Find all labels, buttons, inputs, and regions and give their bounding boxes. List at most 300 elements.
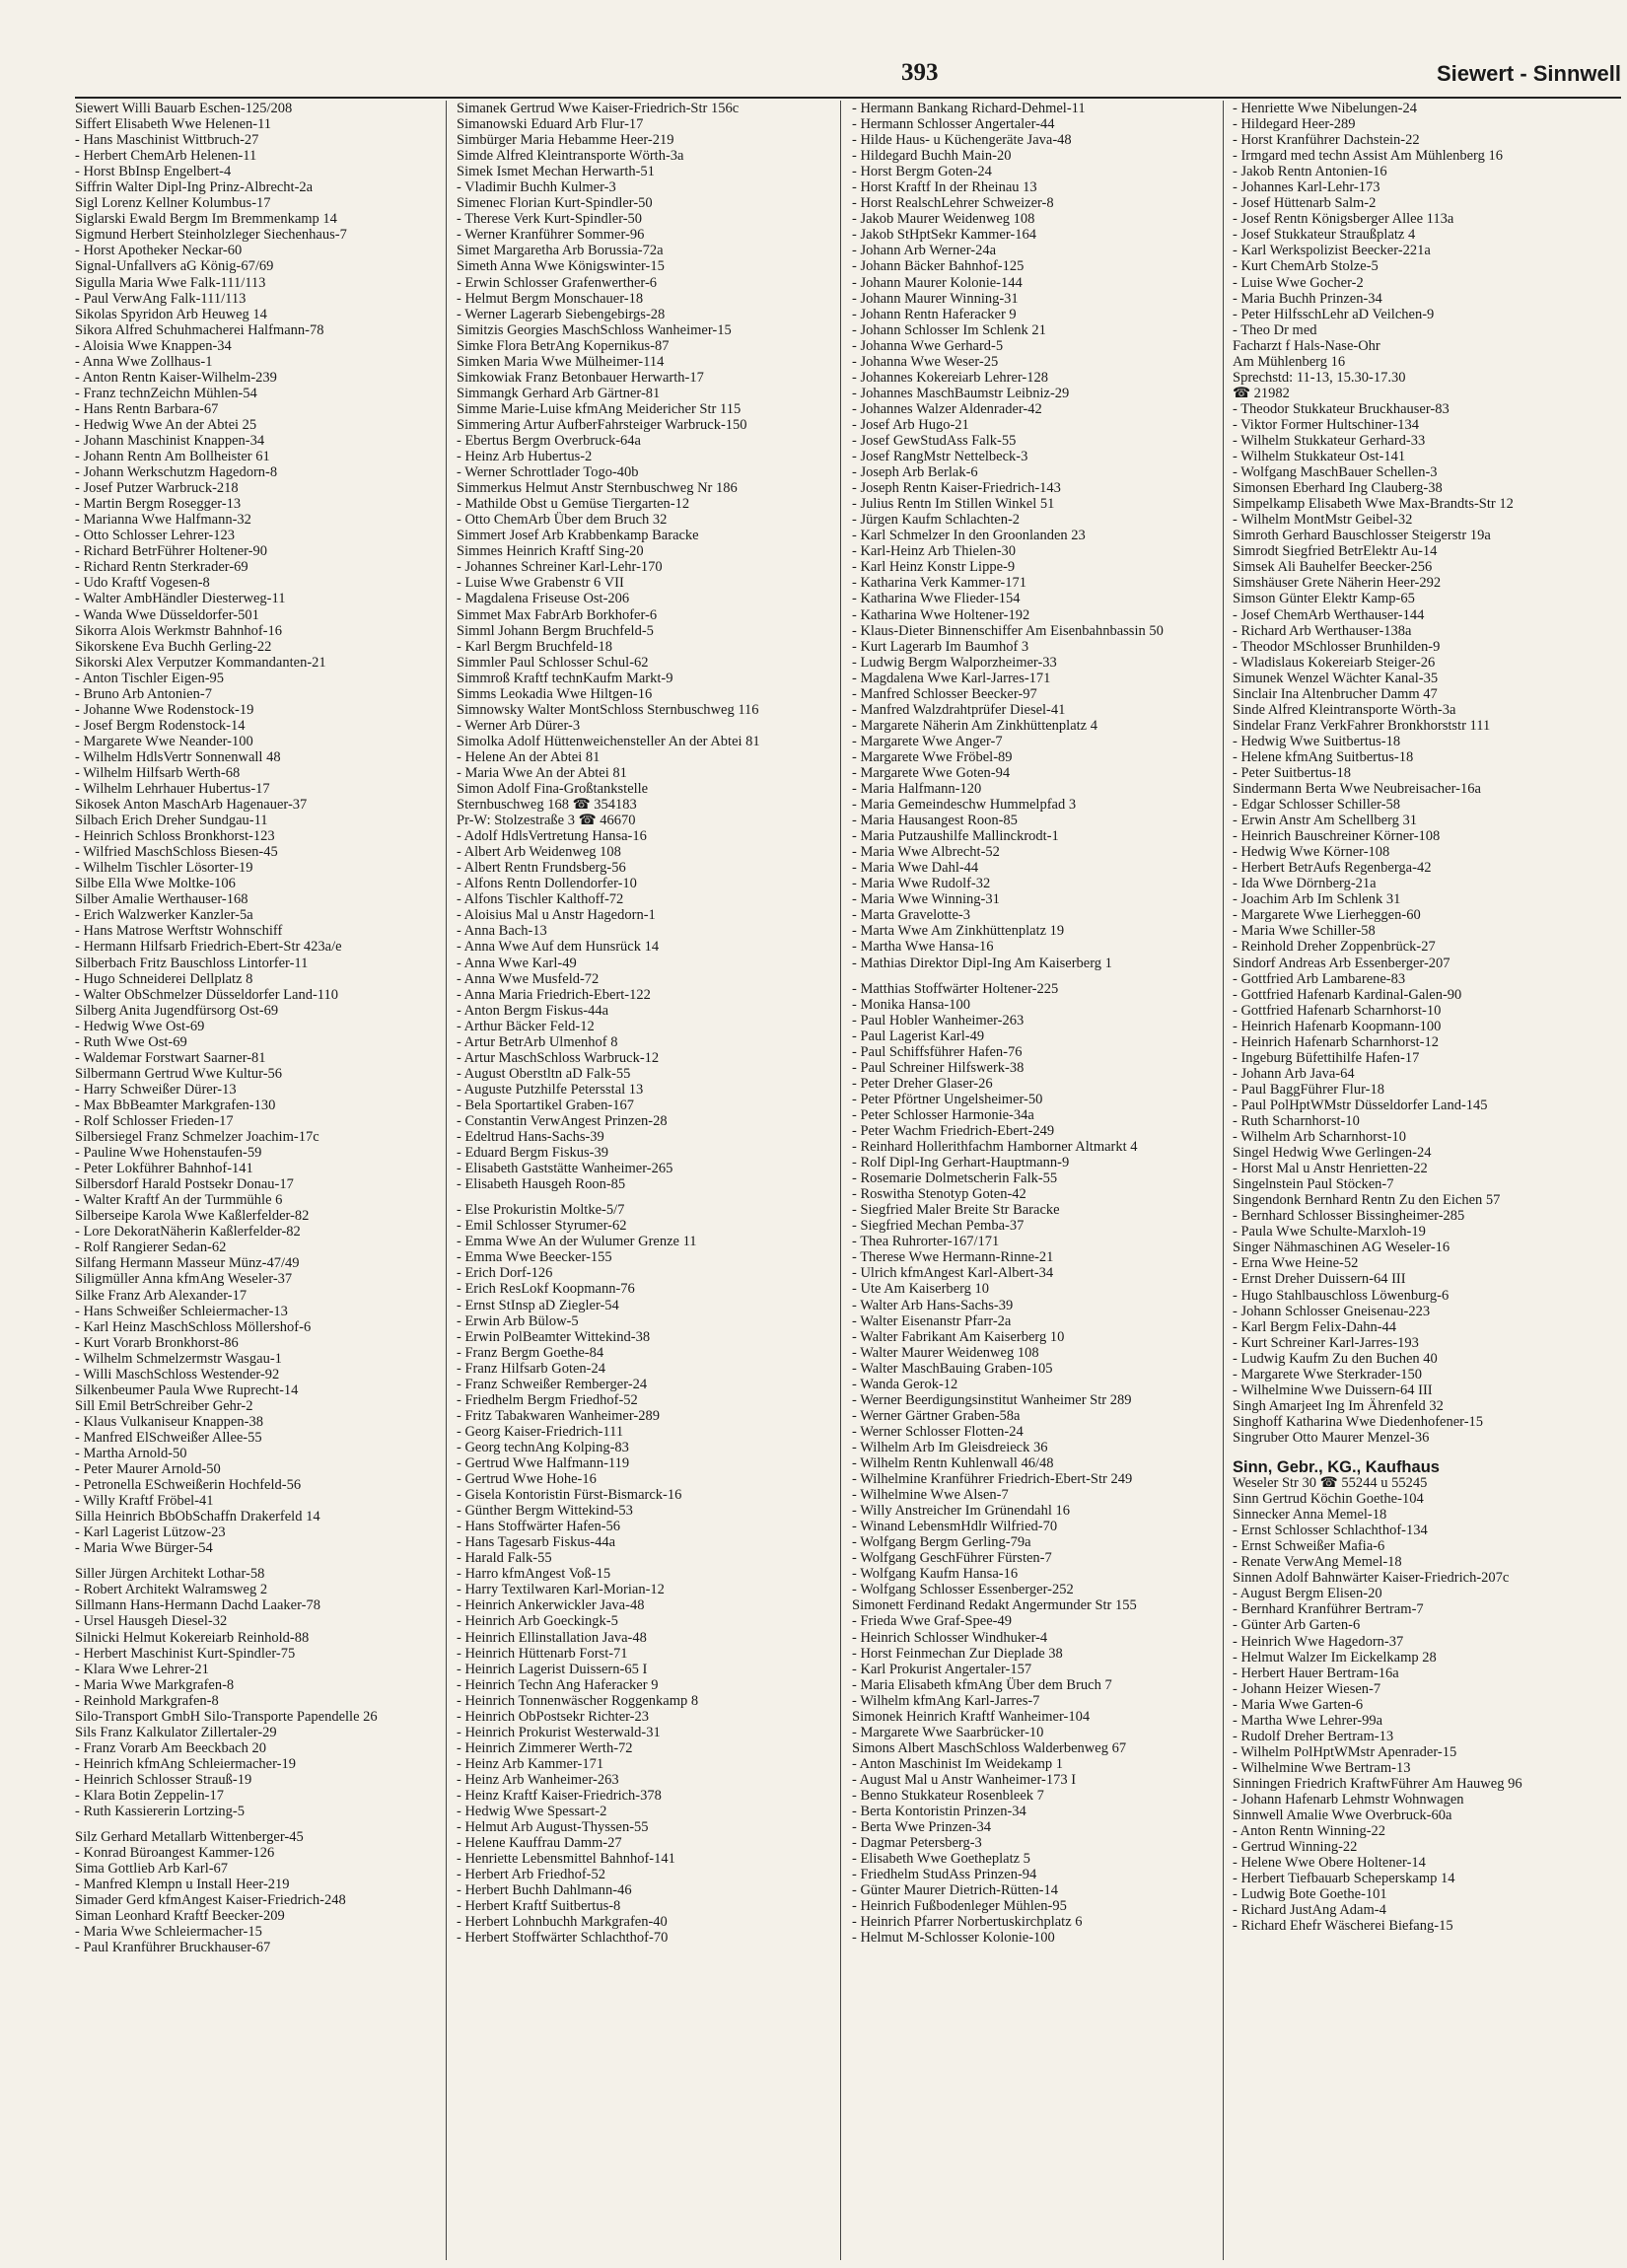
directory-entry: - Anna Wwe Musfeld-72 bbox=[457, 970, 600, 987]
directory-entry: - Ernst Schweißer Mafia-6 bbox=[1233, 1538, 1385, 1555]
directory-entry: - Margarete Wwe Sterkrader-150 bbox=[1233, 1366, 1423, 1382]
directory-entry: - Paul Hobler Wanheimer-263 bbox=[852, 1012, 1025, 1028]
directory-entry: - Heinrich Hüttenarb Forst-71 bbox=[457, 1645, 628, 1662]
directory-entry: - Franz Bergm Goethe-84 bbox=[457, 1344, 604, 1361]
directory-entry: - Ursel Hausgeh Diesel-32 bbox=[75, 1613, 228, 1630]
directory-entry: - Werner Kranführer Sommer-96 bbox=[457, 227, 645, 244]
directory-entry: - Konrad Büroangest Kammer-126 bbox=[75, 1845, 275, 1862]
directory-entry: - Erich ResLokf Koopmann-76 bbox=[457, 1281, 635, 1298]
directory-entry: - Hildegard Buchh Main-20 bbox=[852, 148, 1012, 165]
directory-entry: - Johannes Karl-Lehr-173 bbox=[1233, 179, 1380, 196]
directory-entry: - Wilhelm Lehrhauer Hubertus-17 bbox=[75, 781, 270, 798]
directory-entry: - Edgar Schlosser Schiller-58 bbox=[1233, 797, 1401, 814]
directory-entry: - Wilhelm HdlsVertr Sonnenwall 48 bbox=[75, 748, 281, 765]
directory-entry: - Helene An der Abtei 81 bbox=[457, 748, 601, 765]
directory-entry: Sikosek Anton MaschArb Hagenauer-37 bbox=[75, 797, 308, 814]
directory-entry: - Ulrich kfmAngest Karl-Albert-34 bbox=[852, 1265, 1054, 1282]
directory-entry: - Frieda Wwe Graf-Spee-49 bbox=[852, 1613, 1012, 1630]
directory-entry: - Richard Ehefr Wäscherei Biefang-15 bbox=[1233, 1918, 1453, 1935]
directory-entry: - Helene Kauffrau Damm-27 bbox=[457, 1835, 622, 1852]
directory-entry: - Gertrud Wwe Hohe-16 bbox=[457, 1471, 597, 1488]
directory-entry: - Wilhelmine Kranführer Friedrich-Ebert-Str 249 bbox=[852, 1471, 1133, 1488]
directory-entry: Simml Johann Bergm Bruchfeld-5 bbox=[457, 622, 654, 639]
directory-entry: - Peter Maurer Arnold-50 bbox=[75, 1461, 221, 1478]
directory-entry: Simonsen Eberhard Ing Clauberg-38 bbox=[1233, 480, 1443, 497]
directory-entry: - Maria Wwe Schiller-58 bbox=[1233, 923, 1376, 940]
directory-entry: - Wilhelmine Wwe Bertram-13 bbox=[1233, 1759, 1411, 1776]
directory-entry: - Franz Schweißer Remberger-24 bbox=[457, 1376, 648, 1392]
directory-entry: - Manfred Schlosser Beecker-97 bbox=[852, 685, 1037, 702]
directory-entry: - Heinrich Hafenarb Scharnhorst-12 bbox=[1233, 1033, 1439, 1050]
directory-entry: - Herbert Tiefbauarb Scheperskamp 14 bbox=[1233, 1871, 1455, 1887]
directory-entry: - Peter HilfsschLehr aD Veilchen-9 bbox=[1233, 306, 1435, 322]
directory-entry: - Maria Halfmann-120 bbox=[852, 781, 982, 798]
directory-entry: Simonett Ferdinand Redakt Angermunder Str 155 bbox=[852, 1597, 1137, 1614]
directory-entry: - Klara Wwe Lehrer-21 bbox=[75, 1661, 209, 1677]
directory-entry: Silla Heinrich BbObSchaffn Drakerfeld 14 bbox=[75, 1509, 320, 1525]
directory-entry: - Heinrich Techn Ang Haferacker 9 bbox=[457, 1676, 659, 1693]
directory-entry: Siffert Elisabeth Wwe Helenen-11 bbox=[75, 116, 272, 133]
directory-entry: - Herbert Buchh Dahlmann-46 bbox=[457, 1882, 632, 1899]
directory-entry: - Helmut Arb August-Thyssen-55 bbox=[457, 1819, 649, 1836]
directory-entry: Simmroß Kraftf technKaufm Markt-9 bbox=[457, 670, 673, 686]
directory-entry: - Karl Prokurist Angertaler-157 bbox=[852, 1661, 1032, 1677]
directory-entry: - Reinhold Markgrafen-8 bbox=[75, 1692, 219, 1709]
directory-entry: - Peter Wachm Friedrich-Ebert-249 bbox=[852, 1123, 1055, 1139]
directory-entry: - Johannes Kokereiarb Lehrer-128 bbox=[852, 369, 1048, 386]
directory-entry: - Erwin Schlosser Grafenwerther-6 bbox=[457, 274, 658, 291]
directory-entry: Sinnecker Anna Memel-18 bbox=[1233, 1507, 1387, 1524]
directory-entry: Sima Gottlieb Arb Karl-67 bbox=[75, 1861, 229, 1878]
directory-entry: Sinclair Ina Altenbrucher Damm 47 bbox=[1233, 685, 1438, 702]
directory-entry: - Berta Kontoristin Prinzen-34 bbox=[852, 1804, 1026, 1820]
directory-entry: - Karl Lagerist Lützow-23 bbox=[75, 1524, 226, 1541]
directory-entry: - Katharina Wwe Flieder-154 bbox=[852, 591, 1021, 607]
directory-entry: - Margarete Wwe Fröbel-89 bbox=[852, 748, 1013, 765]
directory-entry: - Gottfried Hafenarb Scharnhorst-10 bbox=[1233, 1002, 1442, 1019]
directory-entry: - Peter Suitbertus-18 bbox=[1233, 764, 1352, 781]
directory-entry: - Maria Gemeindeschw Hummelpfad 3 bbox=[852, 797, 1077, 814]
directory-entry: - Wilhelm kfmAng Karl-Jarres-7 bbox=[852, 1692, 1040, 1709]
directory-entry: - Artur BetrArb Ulmenhof 8 bbox=[457, 1033, 618, 1050]
directory-entry: Sigmund Herbert Steinholzleger Siechenhaus-7 bbox=[75, 227, 347, 244]
directory-entry: - Theodor Stukkateur Bruckhauser-83 bbox=[1233, 400, 1450, 417]
directory-entry: - Günther Bergm Wittekind-53 bbox=[457, 1503, 633, 1520]
directory-entry: - Herbert Stoffwärter Schlachthof-70 bbox=[457, 1930, 669, 1947]
directory-entry: Singhoff Katharina Wwe Diedenhofener-15 bbox=[1233, 1413, 1484, 1430]
directory-entry: - Viktor Former Hultschiner-134 bbox=[1233, 416, 1420, 433]
directory-entry: - Margarete Wwe Lierheggen-60 bbox=[1233, 907, 1421, 924]
directory-entry: Simmangk Gerhard Arb Gärtner-81 bbox=[457, 385, 661, 401]
directory-entry: Sinningen Friedrich KraftwFührer Am Hauweg 96 bbox=[1233, 1775, 1522, 1792]
directory-entry: - Albert Arb Weidenweg 108 bbox=[457, 844, 621, 861]
directory-entry: - Heinrich ObPostsekr Richter-23 bbox=[457, 1708, 650, 1725]
directory-entry: - Henriette Wwe Nibelungen-24 bbox=[1233, 101, 1417, 116]
directory-entry: Simmering Artur AufberFahrsteiger Warbruck-150 bbox=[457, 416, 747, 433]
directory-entry: - Maria Wwe Garten-6 bbox=[1233, 1696, 1364, 1713]
directory-entry: - Wilhelm Rentn Kuhlenwall 46/48 bbox=[852, 1454, 1054, 1471]
running-head: Siewert - Sinnwell bbox=[1436, 61, 1621, 86]
directory-entry: - Willy Anstreicher Im Grünendahl 16 bbox=[852, 1503, 1071, 1520]
directory-entry: - Luise Wwe Gocher-2 bbox=[1233, 274, 1364, 291]
directory-entry: Singelnstein Paul Stöcken-7 bbox=[1233, 1176, 1394, 1193]
directory-entry: - Anna Bach-13 bbox=[457, 923, 547, 940]
directory-entry: - Helmut Bergm Monschauer-18 bbox=[457, 290, 644, 307]
directory-entry: - Josef Putzer Warbruck-218 bbox=[75, 480, 239, 497]
page-number: 393 bbox=[901, 59, 939, 86]
directory-entry: - Walter Arb Hans-Sachs-39 bbox=[852, 1297, 1014, 1313]
page-header bbox=[75, 57, 1621, 99]
directory-entry: - Friedhelm StudAss Prinzen-94 bbox=[852, 1867, 1037, 1883]
directory-entry: Simmet Max FabrArb Borkhofer-6 bbox=[457, 606, 658, 623]
directory-entry: - Maria Wwe Schleiermacher-15 bbox=[75, 1924, 262, 1941]
directory-entry: - Maria Wwe Markgrafen-8 bbox=[75, 1676, 235, 1693]
directory-entry: Sinn, Gebr., KG., Kaufhaus bbox=[1233, 1458, 1440, 1476]
directory-entry: Signal-Unfallvers aG König-67/69 bbox=[75, 258, 274, 275]
directory-entry: - Josef Hüttenarb Salm-2 bbox=[1233, 195, 1377, 212]
directory-entry: - Eduard Bergm Fiskus-39 bbox=[457, 1145, 608, 1162]
directory-entry: - Helene Wwe Obere Holtener-14 bbox=[1233, 1855, 1426, 1872]
directory-entry: Simanek Gertrud Wwe Kaiser-Friedrich-Str 156c bbox=[457, 101, 740, 116]
directory-entry: - Wilfried MaschSchloss Biesen-45 bbox=[75, 844, 278, 861]
directory-entry: - Paul Kranführer Bruckhauser-67 bbox=[75, 1940, 271, 1956]
directory-entry: - Theo Dr med bbox=[1233, 321, 1317, 338]
directory-entry: - Johanna Wwe Weser-25 bbox=[852, 353, 999, 370]
directory-entry: - Harry Textilwaren Karl-Morian-12 bbox=[457, 1582, 665, 1598]
directory-entry: - Hans Stoffwärter Hafen-56 bbox=[457, 1519, 621, 1535]
directory-entry: - Martha Arnold-50 bbox=[75, 1445, 187, 1461]
directory-entry: Simkowiak Franz Betonbauer Herwarth-17 bbox=[457, 369, 704, 386]
directory-entry: - Peter Schlosser Harmonie-34a bbox=[852, 1106, 1034, 1123]
directory-entry: Simms Leokadia Wwe Hiltgen-16 bbox=[457, 685, 653, 702]
directory-entry: - Heinrich Wwe Hagedorn-37 bbox=[1233, 1633, 1404, 1650]
directory-entry: - Udo Kraftf Vogesen-8 bbox=[75, 575, 210, 592]
directory-entry: - Horst Apotheker Neckar-60 bbox=[75, 243, 243, 259]
directory-entry: Sindelar Franz VerkFahrer Bronkhorststr 111 bbox=[1233, 717, 1491, 734]
directory-entry: - Wilhelm PolHptWMstr Apenrader-15 bbox=[1233, 1743, 1457, 1760]
directory-entry: - Heinrich Bauschreiner Körner-108 bbox=[1233, 828, 1441, 845]
directory-entry: - Anton Bergm Fiskus-44a bbox=[457, 1002, 608, 1019]
directory-entry: - Joseph Rentn Kaiser-Friedrich-143 bbox=[852, 480, 1061, 497]
directory-entry: - Renate VerwAng Memel-18 bbox=[1233, 1554, 1402, 1571]
directory-entry: - Marta Wwe Am Zinkhüttenplatz 19 bbox=[852, 923, 1065, 940]
directory-entry: - Margarete Wwe Saarbrücker-10 bbox=[852, 1724, 1044, 1740]
directory-entry: - Paul BaggFührer Flur-18 bbox=[1233, 1081, 1384, 1098]
directory-entry: - Johanna Wwe Gerhard-5 bbox=[852, 337, 1004, 354]
directory-entry: Sigulla Maria Wwe Falk-111/113 bbox=[75, 274, 266, 291]
directory-entry: Simon Adolf Fina-Großtankstelle bbox=[457, 781, 649, 798]
directory-entry: - Harald Falk-55 bbox=[457, 1550, 552, 1567]
directory-entry: - Bela Sportartikel Graben-167 bbox=[457, 1097, 634, 1113]
directory-entry: Simmerkus Helmut Anstr Sternbuschweg Nr 186 bbox=[457, 480, 738, 497]
directory-entry: - Karl Heinz Konstr Lippe-9 bbox=[852, 559, 1016, 576]
directory-entry: - Paul VerwAng Falk-111/113 bbox=[75, 290, 247, 307]
directory-entry: - Paul Schiffsführer Hafen-76 bbox=[852, 1043, 1023, 1060]
directory-entry: Siffrin Walter Dipl-Ing Prinz-Albrecht-2a bbox=[75, 179, 314, 196]
directory-entry: - Wilhelm Stukkateur Gerhard-33 bbox=[1233, 432, 1426, 449]
directory-entry: - Werner Gärtner Graben-58a bbox=[852, 1407, 1021, 1424]
directory-entry: - Hans Schweißer Schleiermacher-13 bbox=[75, 1303, 288, 1319]
directory-entry: Simanowski Eduard Arb Flur-17 bbox=[457, 116, 644, 133]
directory-entry: - Jakob Maurer Weidenweg 108 bbox=[852, 211, 1035, 228]
directory-entry: - Hedwig Wwe Suitbertus-18 bbox=[1233, 733, 1401, 749]
directory-entry: - Horst Kraftf In der Rheinau 13 bbox=[852, 179, 1037, 196]
directory-entry: - Anton Rentn Winning-22 bbox=[1233, 1823, 1386, 1840]
directory-entry: - Hedwig Wwe An der Abtei 25 bbox=[75, 416, 257, 433]
directory-entry: - Walter AmbHändler Diesterweg-11 bbox=[75, 591, 286, 607]
directory-entry: - Wilhelm Arb Scharnhorst-10 bbox=[1233, 1129, 1406, 1146]
directory-entry: - Karl Schmelzer In den Groonlanden 23 bbox=[852, 528, 1086, 544]
directory-entry: - Theodor MSchlosser Brunhilden-9 bbox=[1233, 638, 1441, 655]
directory-entry: - Wilhelm MontMstr Geibel-32 bbox=[1233, 512, 1413, 529]
directory-entry: - Emma Wwe An der Wulumer Grenze 11 bbox=[457, 1234, 697, 1250]
directory-entry: - Horst Bergm Goten-24 bbox=[852, 164, 992, 180]
directory-entry: - Willi MaschSchloss Westender-92 bbox=[75, 1366, 280, 1382]
directory-entry: - Maria Wwe Albrecht-52 bbox=[852, 844, 1000, 861]
directory-entry: - Hans Matrose Werftstr Wohnschiff bbox=[75, 923, 283, 940]
directory-entry: - Vladimir Buchh Kulmer-3 bbox=[457, 179, 616, 196]
directory-entry: Siman Leonhard Kraftf Beecker-209 bbox=[75, 1908, 285, 1925]
directory-entry: - Johann Rentn Am Bollheister 61 bbox=[75, 449, 270, 465]
directory-entry: Sikorra Alois Werkmstr Bahnhof-16 bbox=[75, 622, 283, 639]
directory-entry: - Jürgen Kaufm Schlachten-2 bbox=[852, 512, 1021, 529]
directory-entry: - Klaus Vulkaniseur Knappen-38 bbox=[75, 1413, 263, 1430]
directory-entry: - Heinrich Fußbodenleger Mühlen-95 bbox=[852, 1898, 1067, 1915]
directory-entry: Sindorf Andreas Arb Essenberger-207 bbox=[1233, 955, 1450, 971]
directory-entry: - Wilhelm Tischler Lösorter-19 bbox=[75, 860, 253, 877]
directory-entry: - Josef Stukkateur Straußplatz 4 bbox=[1233, 227, 1416, 244]
directory-entry: Siglarski Ewald Bergm Im Bremmenkamp 14 bbox=[75, 211, 337, 228]
directory-entry: - Hilde Haus- u Küchengeräte Java-48 bbox=[852, 132, 1072, 149]
directory-entry: - Horst Mal u Anstr Henrietten-22 bbox=[1233, 1161, 1428, 1177]
directory-entry: - Adolf HdlsVertretung Hansa-16 bbox=[457, 828, 647, 845]
directory-entry: - Wolfgang Schlosser Essenberger-252 bbox=[852, 1582, 1074, 1598]
directory-entry: - Wolfgang GeschFührer Fürsten-7 bbox=[852, 1550, 1052, 1567]
directory-entry: - Johann Arb Java-64 bbox=[1233, 1065, 1355, 1082]
directory-entry: Simek Ismet Mechan Herwarth-51 bbox=[457, 164, 655, 180]
directory-entry: - Franz Hilfsarb Goten-24 bbox=[457, 1360, 605, 1377]
column-rule bbox=[840, 101, 841, 2260]
entry-spacer bbox=[852, 971, 1205, 981]
directory-entry: - Magdalena Wwe Karl-Jarres-171 bbox=[852, 670, 1051, 686]
directory-entry: - Robert Architekt Walramsweg 2 bbox=[75, 1582, 268, 1598]
directory-entry: - Jakob Rentn Antonien-16 bbox=[1233, 164, 1387, 180]
directory-entry: - Wilhelm Arb Im Gleisdreieck 36 bbox=[852, 1439, 1048, 1455]
directory-entry: - Johanne Wwe Rodenstock-19 bbox=[75, 701, 254, 718]
directory-entry: Sikorskene Eva Buchh Gerling-22 bbox=[75, 638, 272, 655]
directory-entry: - Hermann Schlosser Angertaler-44 bbox=[852, 116, 1055, 133]
directory-entry: - Johann Maurer Winning-31 bbox=[852, 290, 1019, 307]
directory-entry: Simet Margaretha Arb Borussia-72a bbox=[457, 243, 664, 259]
directory-entry: - Georg technAng Kolping-83 bbox=[457, 1439, 629, 1455]
entry-spacer bbox=[457, 1192, 810, 1202]
directory-entry: - Walter Eisenanstr Pfarr-2a bbox=[852, 1312, 1012, 1329]
directory-entry: - Walter Maurer Weidenweg 108 bbox=[852, 1344, 1039, 1361]
directory-entry: Simenec Florian Kurt-Spindler-50 bbox=[457, 195, 653, 212]
directory-entry: - Ludwig Kaufm Zu den Buchen 40 bbox=[1233, 1350, 1438, 1367]
directory-entry: - Otto ChemArb Über dem Bruch 32 bbox=[457, 512, 668, 529]
directory-entry: - Edeltrud Hans-Sachs-39 bbox=[457, 1129, 604, 1146]
directory-entry: - Harry Schweißer Dürer-13 bbox=[75, 1081, 237, 1098]
directory-entry: - Emil Schlosser Styrumer-62 bbox=[457, 1218, 627, 1235]
directory-entry: - Monika Hansa-100 bbox=[852, 996, 971, 1013]
directory-entry: - Therese Verk Kurt-Spindler-50 bbox=[457, 211, 643, 228]
directory-entry: - Josef Rentn Königsberger Allee 113a bbox=[1233, 211, 1454, 228]
directory-entry: - Gisela Kontoristin Fürst-Bismarck-16 bbox=[457, 1487, 682, 1504]
directory-entry: - Erich Walzwerker Kanzler-5a bbox=[75, 907, 253, 924]
directory-entry: - Josef Bergm Rodenstock-14 bbox=[75, 717, 246, 734]
directory-entry: - Ruth Wwe Ost-69 bbox=[75, 1033, 187, 1050]
directory-entry: - Herbert BetrAufs Regenberga-42 bbox=[1233, 860, 1432, 877]
directory-entry: - Maria Wwe Winning-31 bbox=[852, 891, 1000, 908]
directory-entry: - Maria Hausangest Roon-85 bbox=[852, 813, 1018, 829]
directory-entry: Simolka Adolf Hüttenweichensteller An der Abtei 81 bbox=[457, 733, 760, 749]
directory-entry: - Herbert Lohnbuchh Markgrafen-40 bbox=[457, 1914, 668, 1931]
directory-entry: - Heinrich Zimmerer Werth-72 bbox=[457, 1739, 633, 1756]
directory-entry: - Günter Arb Garten-6 bbox=[1233, 1617, 1361, 1634]
directory-column-4 bbox=[1233, 101, 1586, 1934]
entry-spacer bbox=[75, 1819, 428, 1829]
directory-entry: - August Mal u Anstr Wanheimer-173 I bbox=[852, 1771, 1077, 1788]
directory-entry: - Anna Maria Friedrich-Ebert-122 bbox=[457, 986, 651, 1003]
directory-entry: - Willy Kraftf Fröbel-41 bbox=[75, 1493, 214, 1510]
directory-entry: - Luise Wwe Grabenstr 6 VII bbox=[457, 575, 624, 592]
column-rule bbox=[1223, 101, 1224, 2260]
directory-entry: - Magdalena Friseuse Ost-206 bbox=[457, 591, 630, 607]
directory-entry: Simroth Gerhard Bauschlosser Steigerstr 19a bbox=[1233, 528, 1491, 544]
directory-entry: - Karl-Heinz Arb Thielen-30 bbox=[852, 543, 1017, 560]
directory-entry: - Werner Schlosser Flotten-24 bbox=[852, 1423, 1024, 1440]
directory-entry: - Werner Arb Dürer-3 bbox=[457, 717, 581, 734]
directory-entry: Simunek Wenzel Wächter Kanal-35 bbox=[1233, 670, 1439, 686]
directory-entry: - Otto Schlosser Lehrer-123 bbox=[75, 528, 235, 544]
entry-spacer bbox=[75, 1556, 428, 1566]
directory-entry: - Elisabeth Wwe Goetheplatz 5 bbox=[852, 1851, 1030, 1868]
directory-entry: - Mathilde Obst u Gemüse Tiergarten-12 bbox=[457, 496, 690, 513]
directory-entry: - Johann Heizer Wiesen-7 bbox=[1233, 1680, 1381, 1697]
directory-entry: Silz Gerhard Metallarb Wittenberger-45 bbox=[75, 1829, 304, 1846]
directory-entry: Sillmann Hans-Hermann Dachd Laaker-78 bbox=[75, 1597, 320, 1614]
directory-entry: Simmes Heinrich Kraftf Sing-20 bbox=[457, 543, 644, 560]
directory-entry: - Manfred Walzdrahtprüfer Diesel-41 bbox=[852, 701, 1066, 718]
directory-entry: - Reinhard Hollerithfachm Hamborner Altmarkt 4 bbox=[852, 1139, 1138, 1156]
directory-entry: - Heinrich Lagerist Duissern-65 I bbox=[457, 1661, 648, 1677]
directory-entry: - Ruth Kassiererin Lortzing-5 bbox=[75, 1804, 245, 1820]
directory-entry: - Josef RangMstr Nettelbeck-3 bbox=[852, 449, 1028, 465]
directory-column-3 bbox=[852, 101, 1205, 1946]
directory-entry: - Johannes Walzer Aldenrader-42 bbox=[852, 400, 1042, 417]
directory-entry: - Wolfgang Kaufm Hansa-16 bbox=[852, 1566, 1019, 1583]
directory-entry: - Horst Feinmechan Zur Dieplade 38 bbox=[852, 1645, 1063, 1662]
directory-entry: - Benno Stukkateur Rosenbleek 7 bbox=[852, 1787, 1044, 1804]
directory-entry: - Aloisia Wwe Knappen-34 bbox=[75, 337, 232, 354]
directory-entry: - Erwin Arb Bülow-5 bbox=[457, 1312, 579, 1329]
directory-entry: Silberbach Fritz Bauschloss Lintorfer-11 bbox=[75, 955, 309, 971]
directory-entry: Simken Maria Wwe Mülheimer-114 bbox=[457, 353, 665, 370]
directory-entry: - Joachim Arb Im Schlenk 31 bbox=[1233, 891, 1401, 908]
directory-entry: - Herbert Maschinist Kurt-Spindler-75 bbox=[75, 1645, 296, 1662]
directory-entry: - Irmgard med techn Assist Am Mühlenberg 16 bbox=[1233, 148, 1503, 165]
directory-entry: - Julius Rentn Im Stillen Winkel 51 bbox=[852, 496, 1055, 513]
directory-entry: - Jakob StHptSekr Kammer-164 bbox=[852, 227, 1036, 244]
directory-entry: - Josef Arb Hugo-21 bbox=[852, 416, 969, 433]
directory-entry: - Matthias Stoffwärter Holtener-225 bbox=[852, 980, 1059, 997]
directory-entry: - Kurt Schreiner Karl-Jarres-193 bbox=[1233, 1334, 1419, 1351]
directory-entry: - Gottfried Arb Lambarene-83 bbox=[1233, 970, 1406, 987]
directory-entry: - Horst BbInsp Engelbert-4 bbox=[75, 164, 232, 180]
directory-entry: Simnowsky Walter MontSchloss Sternbuschweg 116 bbox=[457, 701, 759, 718]
directory-entry: - Arthur Bäcker Feld-12 bbox=[457, 1018, 595, 1034]
directory-entry: - August Oberstltn aD Falk-55 bbox=[457, 1065, 631, 1082]
directory-entry: Silbe Ella Wwe Moltke-106 bbox=[75, 876, 236, 892]
directory-entry: - Hermann Hilfsarb Friedrich-Ebert-Str 423a/e bbox=[75, 939, 342, 956]
directory-entry: Simshäuser Grete Näherin Heer-292 bbox=[1233, 575, 1442, 592]
directory-entry: - Martha Wwe Lehrer-99a bbox=[1233, 1712, 1383, 1729]
directory-entry: - Franz Vorarb Am Beeckbach 20 bbox=[75, 1739, 266, 1756]
directory-entry: - Ernst Schlosser Schlachthof-134 bbox=[1233, 1523, 1428, 1539]
directory-entry: - Albert Rentn Frundsberg-56 bbox=[457, 860, 626, 877]
directory-entry: - Paul Lagerist Karl-49 bbox=[852, 1028, 985, 1044]
directory-entry: - Wanda Wwe Düsseldorfer-501 bbox=[75, 606, 259, 623]
column-rule bbox=[446, 101, 447, 2260]
directory-entry: - Henriette Lebensmittel Bahnhof-141 bbox=[457, 1851, 675, 1868]
directory-entry: Am Mühlenberg 16 bbox=[1233, 353, 1346, 370]
directory-entry: - Dagmar Petersberg-3 bbox=[852, 1835, 982, 1852]
directory-entry: - Rosemarie Dolmetscherin Falk-55 bbox=[852, 1170, 1058, 1187]
directory-entry: - Thea Ruhrorter-167/171 bbox=[852, 1234, 1000, 1250]
directory-entry: - Klara Botin Zeppelin-17 bbox=[75, 1787, 224, 1804]
directory-entry: - Fritz Tabakwaren Wanheimer-289 bbox=[457, 1407, 660, 1424]
directory-entry: - Heinrich Schloss Bronkhorst-123 bbox=[75, 828, 275, 845]
directory-entry: - Marianna Wwe Halfmann-32 bbox=[75, 512, 251, 529]
directory-entry: - Hildegard Heer-289 bbox=[1233, 116, 1356, 133]
directory-entry: Singer Nähmaschinen AG Weseler-16 bbox=[1233, 1240, 1450, 1256]
directory-entry: - Peter Lokführer Bahnhof-141 bbox=[75, 1161, 253, 1177]
directory-entry: Siller Jürgen Architekt Lothar-58 bbox=[75, 1566, 265, 1583]
directory-entry: Simonek Heinrich Kraftf Wanheimer-104 bbox=[852, 1708, 1091, 1725]
directory-entry: Silo-Transport GmbH Silo-Transporte Papendelle 26 bbox=[75, 1708, 378, 1725]
directory-entry: - Erich Dorf-126 bbox=[457, 1265, 553, 1282]
directory-entry: - Herbert ChemArb Helenen-11 bbox=[75, 148, 257, 165]
directory-entry: - Josef ChemArb Werthauser-144 bbox=[1233, 606, 1425, 623]
directory-entry: - Johann Bäcker Bahnhof-125 bbox=[852, 258, 1025, 275]
directory-entry: - Harro kfmAngest Voß-15 bbox=[457, 1566, 611, 1583]
directory-entry: Silfang Hermann Masseur Münz-47/49 bbox=[75, 1255, 300, 1272]
directory-entry: - Martin Bergm Rosegger-13 bbox=[75, 496, 242, 513]
directory-entry: Weseler Str 30 ☎ 55244 u 55245 bbox=[1233, 1475, 1428, 1492]
directory-entry: Pr-W: Stolzestraße 3 ☎ 46670 bbox=[457, 813, 636, 829]
directory-entry: - Berta Wwe Prinzen-34 bbox=[852, 1819, 992, 1836]
directory-entry: - Gertrud Winning-22 bbox=[1233, 1839, 1358, 1856]
directory-entry: - Richard JustAng Adam-4 bbox=[1233, 1902, 1386, 1919]
directory-entry: - Martha Wwe Hansa-16 bbox=[852, 939, 994, 956]
directory-entry: - Helmut M-Schlosser Kolonie-100 bbox=[852, 1930, 1055, 1947]
directory-entry: - Hedwig Wwe Ost-69 bbox=[75, 1018, 205, 1034]
directory-entry: - Manfred Klempn u Install Heer-219 bbox=[75, 1877, 290, 1893]
directory-entry: - Lore DekoratNäherin Kaßlerfelder-82 bbox=[75, 1224, 301, 1240]
directory-entry: - Johann Schlosser Im Schlenk 21 bbox=[852, 321, 1046, 338]
directory-entry: - Heinrich Prokurist Westerwald-31 bbox=[457, 1724, 661, 1740]
directory-entry: - Heinz Arb Kammer-171 bbox=[457, 1755, 604, 1772]
directory-entry: - Johann Rentn Haferacker 9 bbox=[852, 306, 1017, 322]
directory-entry: - Bruno Arb Antonien-7 bbox=[75, 685, 212, 702]
directory-entry: - Heinrich Schlosser Windhuker-4 bbox=[852, 1629, 1048, 1646]
directory-entry: Singh Amarjeet Ing Im Ährenfeld 32 bbox=[1233, 1397, 1444, 1414]
directory-entry: - Heinz Kraftf Kaiser-Friedrich-378 bbox=[457, 1787, 662, 1804]
directory-entry: - Ludwig Bote Goethe-101 bbox=[1233, 1886, 1387, 1903]
directory-entry: - Reinhold Dreher Zoppenbrück-27 bbox=[1233, 939, 1436, 956]
directory-entry: - Therese Wwe Hermann-Rinne-21 bbox=[852, 1249, 1054, 1266]
